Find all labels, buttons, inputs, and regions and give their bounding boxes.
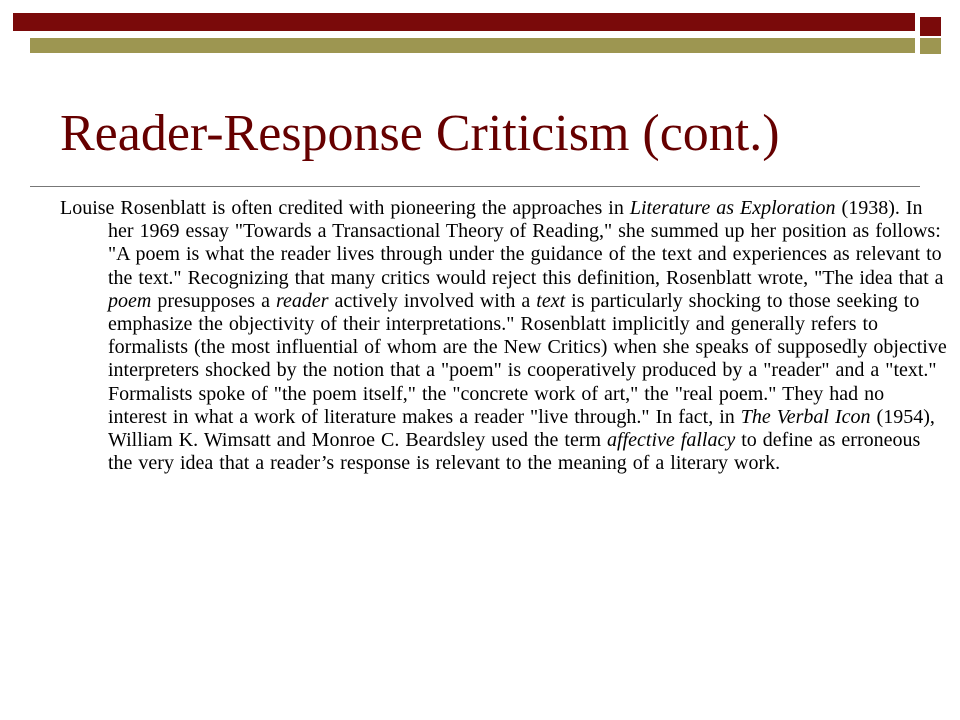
title-divider bbox=[30, 186, 920, 187]
term-affective-fallacy: affective fallacy bbox=[607, 429, 736, 452]
corner-square-dark-red bbox=[920, 17, 941, 36]
emphasis-poem: poem bbox=[108, 289, 152, 312]
book-title-literature-as-exploration: Literature as Exploration bbox=[629, 197, 836, 219]
emphasis-reader: reader bbox=[275, 289, 329, 312]
body-segment: presupposes a bbox=[151, 289, 276, 312]
header-band-olive bbox=[30, 38, 915, 53]
book-title-the-verbal-icon: The Verbal Icon bbox=[740, 405, 871, 428]
body-segment: to define as erroneous the very idea that a reader’s response is relevant to the meaning of a literary work. bbox=[108, 429, 921, 475]
corner-square-olive bbox=[920, 38, 941, 54]
header-band-dark-red bbox=[13, 13, 915, 31]
body-segment: (1954), William K. Wimsatt and Monroe C. Beardsley used the term bbox=[108, 405, 935, 452]
body-segment: actively involved with a bbox=[328, 289, 537, 312]
body-segment: is particularly shocking to those seeking to emphasize the objectivity of their interpretations." Rosenblatt implicitly and generally refers to formalists (the most influential of whom are the New Critics) when she speaks of supposedly objective interpreters shocked by the notion that a "poem" is cooperatively produced by a "reader" and a "text." Formalists spoke of "the poem itself," the "concrete work of art," the "real poem." They had no interest in what a work of literature makes a reader "live through." In fact, in bbox=[108, 289, 947, 428]
body-segment: Louise Rosenblatt is often credited with pioneering the approaches in bbox=[60, 197, 630, 219]
slide-body-text bbox=[60, 197, 948, 475]
body-segment: (1938). In her 1969 essay "Towards a Transactional Theory of Reading," she summed up her position as follows: "A poem is what the reader lives through under the guidance of the text and experiences as relevant to the text." Recognizing that many critics would reject this definition, Rosenblatt wrote, "The idea that a bbox=[108, 197, 944, 289]
slide-title: Reader-Response Criticism (cont.) bbox=[60, 105, 780, 162]
emphasis-text: text bbox=[536, 289, 566, 312]
